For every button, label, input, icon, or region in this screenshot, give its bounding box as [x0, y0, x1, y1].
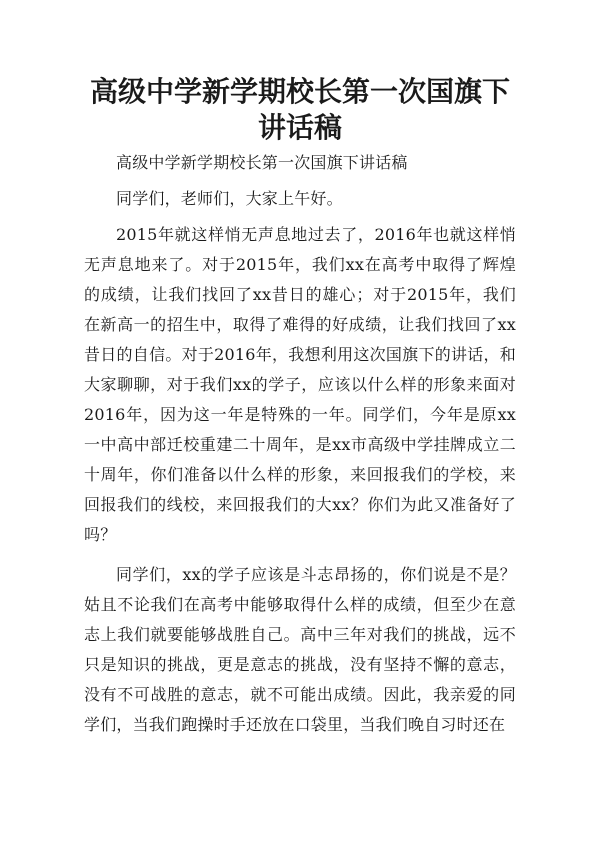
page-title: 高级中学新学期校长第一次国旗下讲话稿 — [89, 75, 510, 144]
paragraph-1: 2015年就这样悄无声息地过去了，2016年也就这样悄无声息地来了。对于2015年，我们xx在高考中取得了辉煌的成绩，让我们找回了xx昔日的雄心；对于2015年，我们在新高一的招生中，取得了难得的好成绩，让我们找回了xx昔日的自信。对于2016年，我想利用这次国旗下的讲话，和大家聊聊，对于我们xx的学子，应该以什么样的形象来面对2016年，因为这一年是特殊的一年。同学们，今年是原xx一中高中部迁校重建二十周年，是xx市高级中学挂牌成立二十周年，你们准备以什么样的形象，来回报我们的学校，来回报我们的线校，来回报我们的大xx？你们为此又准备好了吗？ — [84, 225, 516, 544]
paragraph-subtitle: 高级中学新学期校长第一次国旗下讲话稿 — [116, 153, 408, 172]
paragraph-greeting: 同学们，老师们，大家上午好。 — [116, 189, 343, 208]
paragraph-2: 同学们，xx的学子应该是斗志昂扬的，你们说是不是？姑且不论我们在高考中能够取得什么样的成绩，但至少在意志上我们就要能够战胜自己。高中三年对我们的挑战，远不只是知识的挑战，更是意志的挑战，没有坚持不懈的意志，没有不可战胜的意志，就不可能出成绩。因此，我亲爱的同学们，当我们跑操时手还放在口袋里，当我们晚自习时还在 — [84, 565, 516, 734]
document-body — [84, 148, 516, 750]
